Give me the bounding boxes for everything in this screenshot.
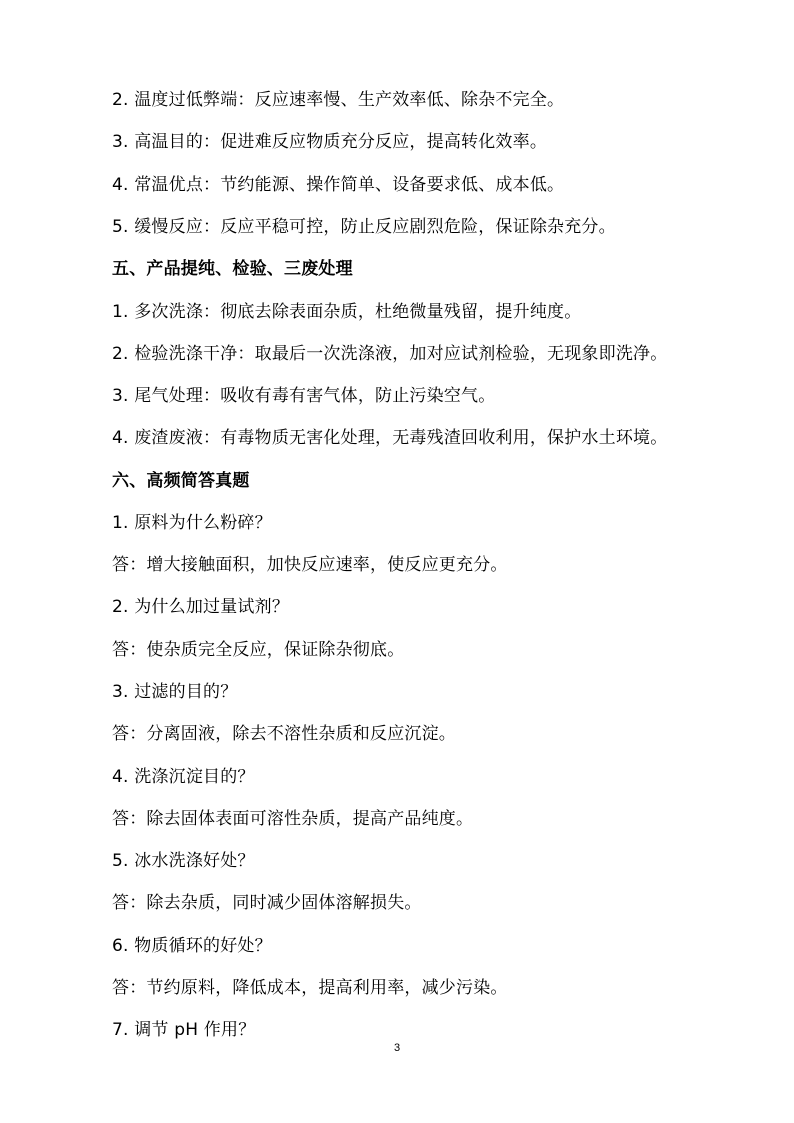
text-line: 5. 缓慢反应：反应平稳可控，防止反应剧烈危险，保证除杂充分。 xyxy=(112,217,616,237)
question-line: 6. 物质循环的好处？ xyxy=(112,936,272,956)
text-line: 3. 尾气处理：吸收有毒有害气体，防止污染空气。 xyxy=(112,386,496,406)
text-line: 3. 高温目的：促进难反应物质充分反应，提高转化效率。 xyxy=(112,132,548,152)
text-line: 4. 废渣废液：有毒物质无害化处理，无毒残渣回收利用，保护水土环境。 xyxy=(112,428,668,448)
page-number: 3 xyxy=(393,1042,401,1054)
answer-line: 答：分离固液，除去不溶性杂质和反应沉淀。 xyxy=(112,724,456,744)
section-heading: 六、高频简答真题 xyxy=(112,471,250,491)
text-line: 1. 多次洗涤：彻底去除表面杂质，杜绝微量残留，提升纯度。 xyxy=(112,302,582,322)
answer-line: 答：使杂质完全反应，保证除杂彻底。 xyxy=(112,640,405,660)
question-line: 1. 原料为什么粉碎？ xyxy=(112,513,272,533)
question-line: 5. 冰水洗涤好处？ xyxy=(112,851,255,871)
answer-line: 答：除去固体表面可溶性杂质，提高产品纯度。 xyxy=(112,809,474,829)
question-line: 4. 洗涤沉淀目的？ xyxy=(112,767,255,787)
answer-line: 答：节约原料，降低成本，提高利用率，减少污染。 xyxy=(112,978,508,998)
question-line: 3. 过滤的目的？ xyxy=(112,682,238,702)
text-line: 2. 检验洗涤干净：取最后一次洗涤液，加对应试剂检验，无现象即洗净。 xyxy=(112,344,668,364)
question-line: 2. 为什么加过量试剂？ xyxy=(112,597,290,617)
answer-line: 答：增大接触面积，加快反应速率，使反应更充分。 xyxy=(112,555,508,575)
answer-line: 答：除去杂质，同时减少固体溶解损失。 xyxy=(112,893,422,913)
section-heading: 五、产品提纯、检验、三废处理 xyxy=(112,259,353,279)
text-line: 4. 常温优点：节约能源、操作简单、设备要求低、成本低。 xyxy=(112,175,565,195)
question-line: 7. 调节 pH 作用？ xyxy=(112,1020,256,1040)
text-line: 2. 温度过低弊端：反应速率慢、生产效率低、除杂不完全。 xyxy=(112,90,565,110)
